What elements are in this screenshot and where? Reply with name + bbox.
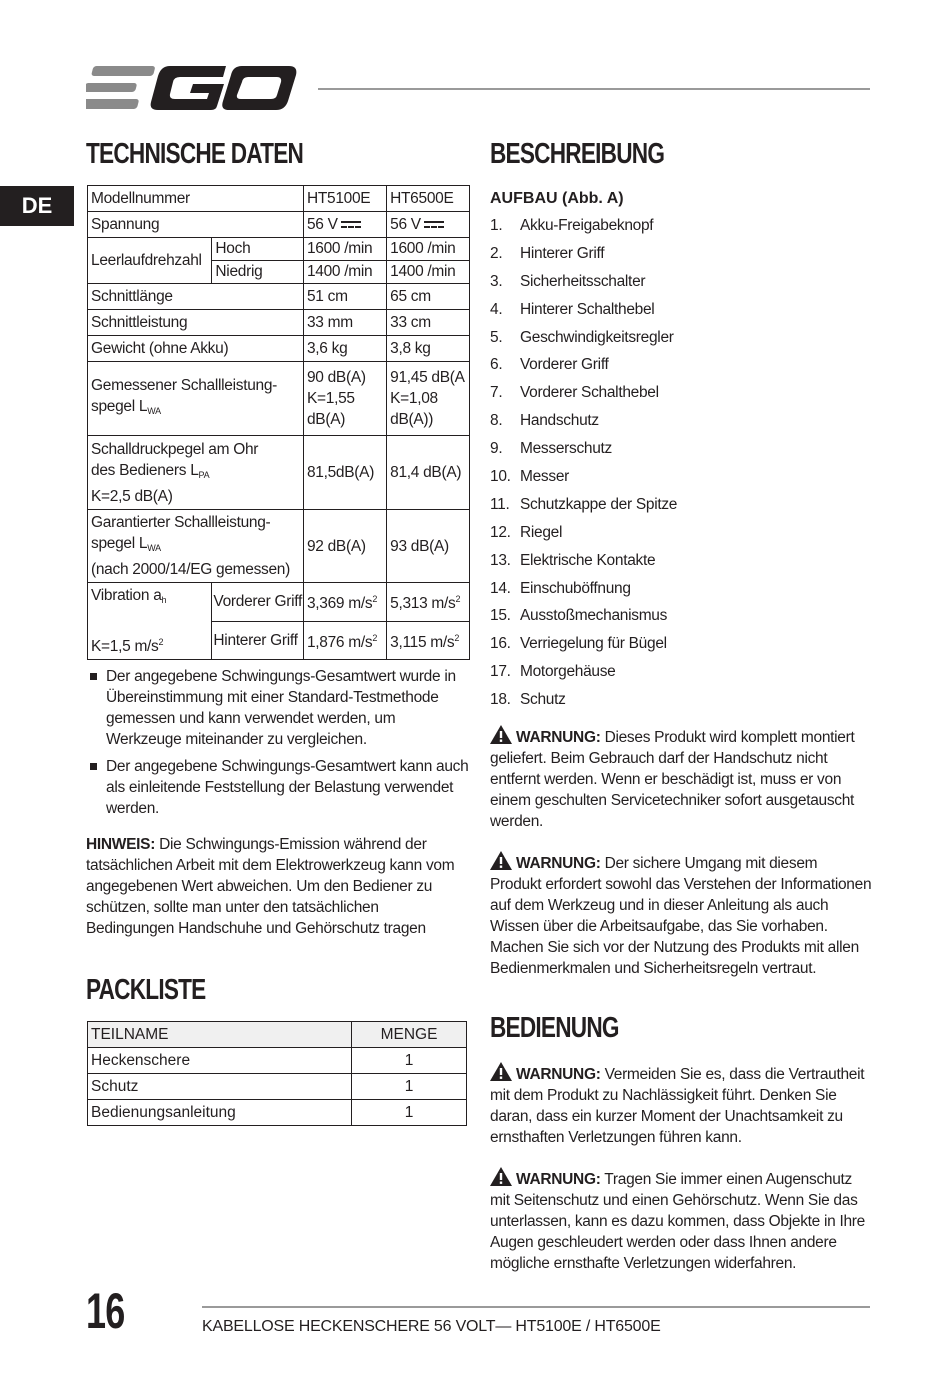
spec-label: Spannung (88, 212, 304, 238)
spec-value: 3,369 $m/s^2$ (303, 583, 386, 622)
warning-triangle-icon (490, 725, 512, 744)
spec-label: Gewicht (ohne Akku) (88, 336, 304, 362)
list-item: 4. Hinterer Schalthebel (490, 300, 655, 318)
spec-value: 33 mm (303, 310, 386, 336)
warning-paragraph: WARNUNG: Vermeiden Sie es, dass die Vertrautheit mit dem Produkt zu Nachlässigkeit führt. Denken Sie daran, dass ein kurzer Moment der Unachtsamkeit zu ernsthaften Verletzungen führen kann. (490, 1062, 872, 1148)
page-number: 16 (86, 1283, 125, 1339)
part-name: Heckenschere (88, 1048, 352, 1074)
list-item: Der angegebene Schwingungs-Gesamtwert kann auch als einleitende Feststellung der Belastung verwendet werden. (86, 756, 470, 819)
part-name: Schutz (88, 1074, 352, 1100)
spec-value: 81,5dB(A) (303, 436, 386, 510)
table-row (88, 284, 470, 310)
table-row (88, 436, 470, 510)
footer-title: KABELLOSE HECKENSCHERE 56 VOLT— HT5100E / HT6500E (202, 1318, 661, 1335)
list-item: 2. Hinterer Griff (490, 244, 605, 262)
note-label: HINWEIS: (86, 836, 156, 853)
column-header: TEILNAME (88, 1022, 352, 1048)
table-row (88, 510, 470, 583)
warning-triangle-icon (490, 1167, 512, 1186)
table-row (88, 310, 470, 336)
spec-label: Modellnummer (88, 186, 304, 212)
list-item: 18. Schutz (490, 691, 566, 709)
spec-value: 1,876 $m/s^2$ (303, 621, 386, 660)
spec-value: 90 dB(A) K=1,55 dB(A) (303, 362, 386, 436)
part-name: Bedienungsanleitung (88, 1100, 352, 1126)
list-item: 14. Einschuböffnung (490, 579, 631, 597)
table-row (88, 186, 470, 212)
assembly-subheading: AUFBAU (Abb. A) (490, 190, 624, 207)
operation-heading: BEDIENUNG (490, 1012, 619, 1044)
table-row (88, 1100, 467, 1126)
spec-value: 3,8 kg (387, 336, 470, 362)
spec-sublabel: Niedrig (212, 261, 304, 284)
part-qty: 1 (352, 1048, 467, 1074)
list-item: 1. Akku-Freigabeknopf (490, 217, 654, 234)
list-item: 9. Messerschutz (490, 440, 613, 458)
list-item: 17. Motorgehäuse (490, 663, 616, 681)
list-item: Der angegebene Schwingungs-Gesamtwert wurde in Übereinstimmung mit einer Standard-Testmethode gemessen und kann verwendet werden, um Werkzeuge miteinander zu vergleichen. (86, 666, 470, 750)
list-item: 15. Ausstoßmechanismus (490, 607, 668, 625)
table-row (88, 583, 470, 622)
spec-value: 56 V (387, 212, 470, 238)
warning-label: WARNUNG: (516, 855, 601, 872)
description-heading: BESCHREIBUNG (490, 138, 665, 170)
spec-value: 81,4 dB(A) (387, 436, 470, 510)
parts-list (490, 217, 870, 719)
spec-value: 93 dB(A) (387, 510, 470, 583)
tech-data-heading: TECHNISCHE DATEN (86, 138, 304, 170)
spec-value: 1600 /min (387, 238, 470, 261)
spec-label: Gemessener Schallleistung- spegel $L_{WA}$ (88, 362, 304, 436)
warning-paragraph: WARNUNG: Der sichere Umgang mit diesem Produkt erfordert sowohl das Verstehen der Informationen auf dem Werkzeug und in dieser Anleitung als auch Wissen über die Arbeitsaufgabe, das Sie vorhaben. Machen Sie sich vor der Nutzung des Produkts mit allen Bedienmerkmalen und Sicherheitsregeln vertraut. (490, 851, 872, 979)
list-item: 8. Handschutz (490, 412, 599, 430)
warning-label: WARNUNG: (516, 1171, 601, 1188)
spec-sublabel: Vorderer Griff (212, 583, 304, 622)
language-tab: DE (0, 186, 74, 226)
spec-value: HT5100E (303, 186, 386, 212)
table-row (88, 336, 470, 362)
warning-paragraph: WARNUNG: Dieses Produkt wird komplett montiert geliefert. Beim Gebrauch darf der Handschutz nicht entfernt werden. Wenn er beschädigt ist, muss er von einem geschulten Servicetechniker sofort ausgetauscht werden. (490, 725, 872, 832)
spec-value: 3,115 $m/s^2$ (387, 621, 470, 660)
spec-value: 33 cm (387, 310, 470, 336)
warning-triangle-icon (490, 851, 512, 870)
list-item: 5. Geschwindigkeitsregler (490, 328, 674, 346)
warning-triangle-icon (490, 1062, 512, 1081)
spec-sublabel: Hoch (212, 238, 304, 261)
spec-value: 1400 /min (303, 261, 386, 284)
spec-value: 56 V (303, 212, 386, 238)
list-item: 3. Sicherheitsschalter (490, 272, 646, 290)
list-item: 10. Messer (490, 468, 570, 486)
note-paragraph: HINWEIS: Die Schwingungs-Emission während der tatsächlichen Arbeit mit dem Elektrowerkzeug kann vom angegebenen Wert abweichen. Um den Bediener zu schützen, sollte man unter den tatsächlichen Bedingungen Handschuhe und Gehörschutz tragen (86, 836, 455, 937)
spec-label: Schnittlänge (88, 284, 304, 310)
spec-value: 92 dB(A) (303, 510, 386, 583)
list-item: 7. Vorderer Schalthebel (490, 384, 659, 402)
spec-label: Leerlaufdrehzahl (88, 238, 212, 284)
table-row (88, 1074, 467, 1100)
list-item: 6. Vorderer Griff (490, 356, 609, 374)
spec-sublabel: Hinterer Griff (212, 621, 304, 660)
spec-value: 51 cm (303, 284, 386, 310)
table-row (88, 238, 470, 261)
spec-table (87, 185, 470, 660)
table-row (88, 362, 470, 436)
spec-label: Schalldruckpegel am Ohr des Bedieners $L_{PA}$ K=2,5 dB(A) (88, 436, 304, 510)
list-item: 12. Riegel (490, 523, 563, 541)
dc-symbol-icon (341, 220, 361, 230)
spec-value: 5,313 $m/s^2$ (387, 583, 470, 622)
spec-value: 1400 /min (387, 261, 470, 284)
header-rule (318, 88, 870, 90)
pack-list-table (87, 1021, 467, 1126)
table-header-row (88, 1022, 467, 1048)
vibration-notes-list (86, 666, 470, 825)
part-qty: 1 (352, 1100, 467, 1126)
spec-value: 65 cm (387, 284, 470, 310)
spec-label: Vibration $a_h$ K=1,5 $m/s^2$ (88, 583, 212, 660)
spec-label: Garantierter Schallleistung- spegel $L_{WA}$ (nach 2000/14/EG gemessen) (88, 510, 304, 583)
spec-value: 91,45 dB(A K=1,08 dB(A)) (387, 362, 470, 436)
table-row (88, 1048, 467, 1074)
spec-value: 1600 /min (303, 238, 386, 261)
ego-logo (86, 64, 298, 112)
spec-value: 3,6 kg (303, 336, 386, 362)
warning-label: WARNUNG: (516, 1066, 601, 1083)
pack-list-heading: PACKLISTE (86, 974, 206, 1006)
part-qty: 1 (352, 1074, 467, 1100)
list-item: 16. Verriegelung für Bügel (490, 635, 667, 653)
column-header: MENGE (352, 1022, 467, 1048)
warning-paragraph: WARNUNG: Tragen Sie immer einen Augenschutz mit Seitenschutz und einen Gehörschutz. Wenn Sie das unterlassen, kann es dazu kommen, dass Objekte in Ihre Augen geschleudert werden oder dass Ihnen andere mögliche ernsthafte Verletzungen widerfahren. (490, 1167, 872, 1274)
footer-rule (202, 1306, 870, 1308)
dc-symbol-icon (424, 220, 444, 230)
list-item: 13. Elektrische Kontakte (490, 551, 656, 569)
table-row (88, 212, 470, 238)
warning-label: WARNUNG: (516, 729, 601, 746)
spec-value: HT6500E (387, 186, 470, 212)
list-item: 11. Schutzkappe der Spitze (490, 495, 678, 513)
spec-label: Schnittleistung (88, 310, 304, 336)
